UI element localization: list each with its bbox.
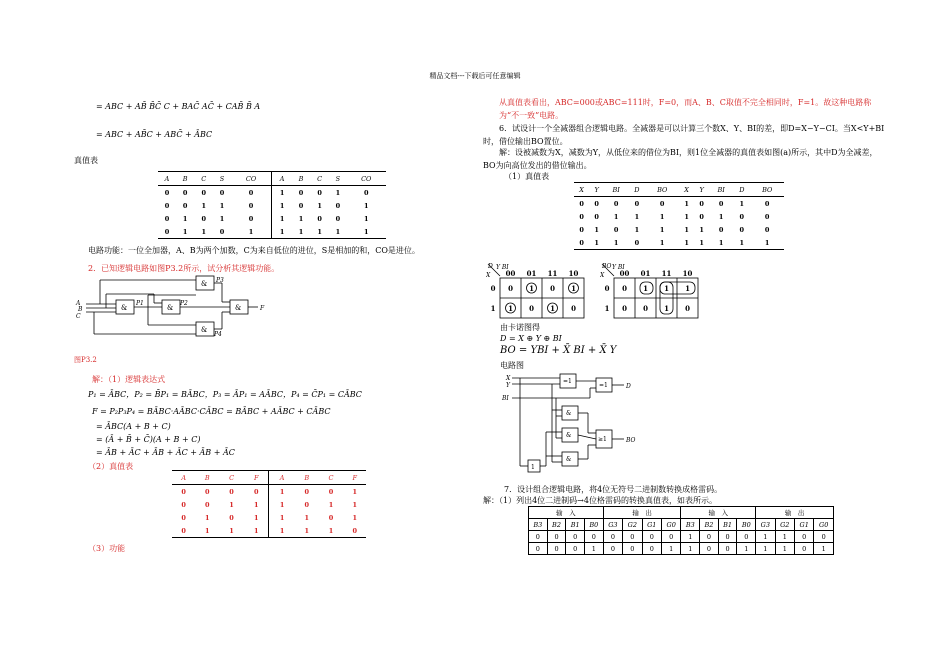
- kmap-cell: 1: [550, 304, 555, 313]
- table-row: 0 0 0 0 0 1 0 0 1 0: [579, 199, 770, 208]
- kmap-cell: 0: [685, 304, 690, 313]
- table-row: 0 0 1 1 1 0 1 1: [172, 498, 366, 511]
- gate-label: &: [235, 304, 242, 312]
- kmap-corner-label: BO: [602, 263, 612, 270]
- kmap-row-label: 0: [490, 284, 496, 293]
- gate-label: &: [201, 280, 208, 288]
- gate-label: &: [566, 432, 572, 439]
- page-header: 精品文档---下载后可任意编辑: [429, 72, 521, 80]
- kmap-col-label: 01: [640, 269, 651, 278]
- logic-circuit-p32: [74, 274, 274, 344]
- solution-step-2: （2）真值表: [88, 462, 134, 471]
- table-group-row: 输 入 输 出 输 入 输 出: [529, 507, 834, 519]
- table-header-row: A B C F A B C F: [172, 471, 366, 485]
- kmap-col-label: 10: [682, 269, 693, 278]
- question-2: 2．已知逻辑电路如图P3.2所示，试分析其逻辑功能。: [88, 264, 280, 273]
- gate-label: =1: [563, 378, 572, 385]
- kmap-cell: 0: [622, 284, 627, 293]
- circuit-function-text: 电路功能：一位全加器，A、B为两个加数，C为来自低位的进位，S是相加的和，CO是进位。: [88, 246, 420, 255]
- table-row: 0 0 0 0 1 0 0 1: [172, 485, 366, 499]
- equation-2: = ABC + AB̄C + ABC̄ + ĀBC: [96, 130, 213, 139]
- kmap-cell: 0: [508, 284, 513, 293]
- kmap-cell: 1: [508, 304, 513, 313]
- kmap-cell: 1: [685, 284, 690, 293]
- output-label-bo: BO: [626, 437, 636, 444]
- kmap-row-label: 1: [604, 304, 610, 313]
- kmap-cell: 0: [571, 304, 576, 313]
- kmap-cell: 1: [529, 284, 534, 293]
- truth-table-p32: [172, 470, 366, 538]
- input-label-bi: BI: [502, 395, 509, 402]
- gate-label: &: [566, 456, 572, 463]
- equation-d: D = X ⊕ Y ⊕ BI: [500, 334, 562, 343]
- kmap-cell: 0: [622, 304, 627, 313]
- kmap-row-label: 0: [604, 284, 610, 293]
- node-label-p1: P1: [136, 300, 144, 307]
- equation-bo: BO = YBI + X̄ BI + X̄ Y: [500, 345, 617, 356]
- kmap-cell: 1: [571, 284, 576, 293]
- input-label-a: A: [76, 300, 81, 307]
- table-header-row: X Y BI D BO X Y BI D BO: [574, 183, 784, 197]
- node-label-p4: P4: [214, 331, 222, 338]
- expression-step: = (Ā + B̄ + C̄)(A + B + C): [96, 435, 201, 444]
- kmap-col-var: Y BI: [612, 264, 625, 271]
- truth-table-adder: [158, 171, 386, 239]
- table-header-row: B3 B2 B1 B0 G3 G2 G1 G0 B3 B2 B1 B0 G3 G2 G1 G0: [529, 519, 834, 531]
- kmap-d: [486, 262, 588, 322]
- solution-6: 解：设被减数为X，减数为Y，从低位来的借位为BI，则1位全减器的真值表如图(a)所示，其中D为全减差，BO为向高位发出的借位输出。: [483, 148, 878, 170]
- table-header-row: A B C S CO A B C S CO: [158, 172, 386, 186]
- gate-label: &: [201, 326, 208, 334]
- node-label-p3: P3: [216, 277, 224, 284]
- kmap-cell: 1: [643, 284, 648, 293]
- table-row: 0 1 1 1 1 1 1 0: [172, 524, 366, 538]
- kmap-cell: 1: [664, 304, 669, 313]
- truth-table-label: 真值表: [74, 156, 98, 165]
- expression-p: P₁ = ĀBC，P₂ = B̄P₁ = BĀBC，P₃ = ĀP₁ = AĀBC，P₄ = C̄P₁ = CĀBC: [88, 390, 362, 399]
- kmap-col-label: 11: [547, 269, 558, 278]
- subtractor-circuit: [500, 370, 650, 480]
- gate-label: 1: [531, 464, 535, 471]
- gate-label: =1: [599, 382, 608, 389]
- solution-7: 解：（1）列出4位二进制码→4位格雷码的转换真值表，如表所示。: [483, 496, 717, 505]
- gate-label: &: [121, 304, 128, 312]
- table-row: 0 0 1 1 1 1 0 1 0 0: [579, 212, 770, 221]
- equation-1: = ABC + AB̄ B̄C̄ C + BAC̄ AC̄ + CAB̄ B̄ A: [96, 102, 261, 111]
- circuit-label: 电路图: [500, 361, 524, 370]
- kmap-cell: 0: [529, 304, 534, 313]
- kmap-col-label: 11: [661, 269, 672, 278]
- expression-step: = ĀBC(A + B + C): [96, 422, 171, 431]
- output-label-d: D: [626, 383, 631, 390]
- kmap-cell: 0: [550, 284, 555, 293]
- figure-caption: 图P3.2: [74, 356, 97, 364]
- table-row: 0 1 1 0 1 1 1 1 1 1: [158, 225, 386, 239]
- expression-step: = ĀB + ĀC + ĀB + ĀC + ĀB + ĀC: [96, 448, 235, 457]
- expression-f: F = P₂P₃P₄ = BĀBC·AĀBC·CĀBC = BĀBC + AĀBC + CĀBC: [92, 407, 331, 416]
- truth-table-label: （1）真值表: [504, 172, 550, 181]
- kmap-col-label: 10: [568, 269, 579, 278]
- input-label-x: X: [506, 375, 511, 382]
- kmap-col-var: Y BI: [496, 264, 509, 271]
- table-row: 0 1 0 1 1 1 1 0 0 0: [579, 225, 770, 234]
- kmap-corner-label: D: [488, 263, 493, 270]
- gate-label: ≥1: [598, 436, 607, 443]
- gate-label: &: [167, 304, 174, 312]
- kmap-col-label: 01: [526, 269, 537, 278]
- gate-label: &: [566, 410, 572, 417]
- kmap-row-label: 1: [490, 304, 496, 313]
- kmap-result-label: 由卡诺图得: [500, 323, 540, 332]
- solution-step-3: （3）功能: [88, 544, 126, 553]
- kmap-cell: 0: [643, 304, 648, 313]
- kmap-row-var: X: [486, 272, 491, 279]
- kmap-col-label: 00: [619, 269, 630, 278]
- kmap-cell: 1: [664, 284, 669, 293]
- output-label-f: F: [260, 305, 265, 312]
- input-label-b: B: [78, 306, 83, 313]
- table-row: 0 0 0 0 0 0 0 0 1 0 0 0 1 1 0 0: [529, 531, 834, 543]
- table-row: 0 1 1 0 1 1 1 1 1 1: [574, 236, 784, 250]
- table-row: 0 0 1 1 0 1 0 1 0 1: [158, 199, 386, 212]
- table-row: 0 1 0 1 0 1 1 0 0 1: [158, 212, 386, 225]
- table-row: 0 1 0 1 1 1 0 1: [172, 511, 366, 524]
- table-row: 0 0 0 0 0 1 0 0 1 0: [158, 186, 386, 200]
- analysis-text: 从真值表看出，ABC=000或ABC=111时，F=0，而A、B、C取值不完全相同时，F=1。故这种电路称为“不一致”电路。: [499, 98, 872, 120]
- truth-table-subtractor: [574, 182, 784, 250]
- gray-code-table: [528, 506, 834, 555]
- input-label-y: Y: [506, 382, 510, 389]
- input-label-c: C: [76, 313, 81, 320]
- kmap-row-var: X: [600, 272, 605, 279]
- table-row: 0 0 0 1 0 0 0 1 1 0 0 1 1 1 0 1: [529, 543, 834, 555]
- node-label-p2: P2: [180, 300, 188, 307]
- question-7: 7．设计组合逻辑电路，将4位无符号二进制数转换成格雷码。: [504, 485, 723, 494]
- kmap-bo: [600, 262, 702, 322]
- question-6: 6．试设计一个全减器组合逻辑电路。全减器是可以计算三个数X、Y、BI的差，即D=X−Y−CI。当X<Y+BI时，借位输出BO置位。: [483, 124, 885, 146]
- kmap-col-label: 00: [505, 269, 516, 278]
- solution-step-1: 解：（1）逻辑表达式: [92, 375, 166, 384]
